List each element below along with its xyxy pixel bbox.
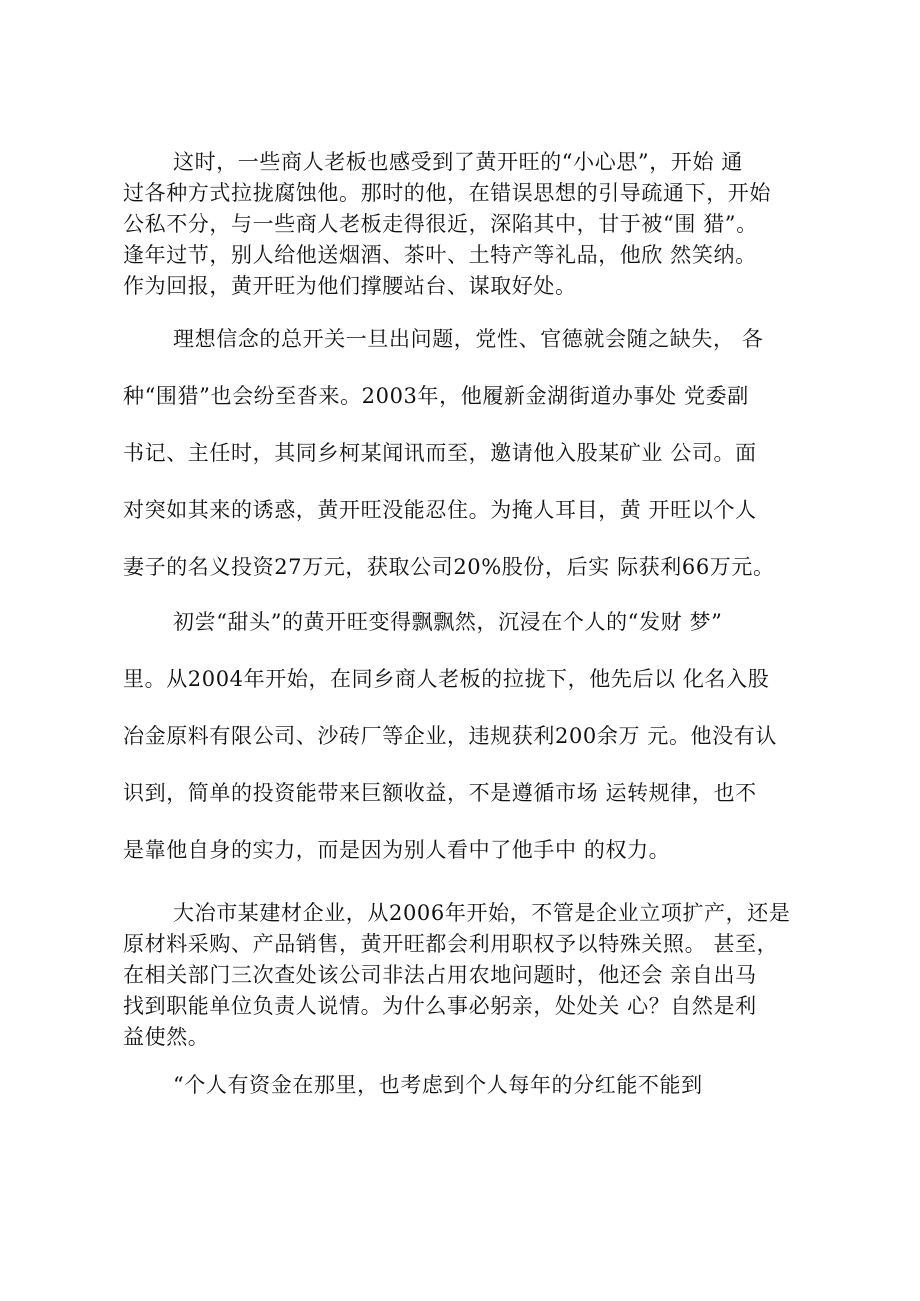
paragraph-3 (123, 603, 813, 888)
paragraph-4-line-2: 原材料采购、产品销售，黄开旺都会利用职权予以特殊关照。 甚至， (123, 932, 779, 956)
paragraph-4-line-3: 在相关部门三次查处该公司非法占用农地问题时，他还会 亲自出马 (123, 963, 757, 987)
paragraph-4-line-4: 找到职能单位负责人说情。为什么事必躬亲，处处关 心？自然是利 (123, 994, 757, 1018)
paragraph-1-line-1: 这时，一些商人老板也感受到了黄开旺的“小心思”，开始 通 (173, 150, 743, 174)
paragraph-5-line-1: “个人有资金在那里，也考虑到个人每年的分红能不能到 (173, 1073, 703, 1097)
paragraph-4-line-1: 大冶市某建材企业，从2006年开始，不管是企业立项扩产，还是 (173, 901, 791, 925)
paragraph-1-line-5: 作为回报，黄开旺为他们撑腰站台、谋取好处。 (123, 274, 577, 298)
paragraph-2-line-3: 书记、主任时，其同乡柯某闻讯而至，邀请他入股某矿业 公司。面 (123, 441, 757, 465)
paragraph-3-line-5: 是靠他自身的实力，而是因为别人看中了他手中 的权力。 (123, 838, 671, 862)
paragraph-5 (123, 1070, 813, 1101)
paragraph-2-line-4: 对突如其来的诱惑，黄开旺没能忍住。为掩人耳目，黄 开旺以个人 (123, 498, 757, 522)
paragraph-1-line-3: 公私不分，与一些商人老板走得很近，深陷其中，甘于被“围 猎”。 (123, 212, 758, 236)
paragraph-1-line-2: 过各种方式拉拢腐蚀他。那时的他，在错误思想的引导疏通下，开始 (123, 181, 771, 205)
paragraph-3-line-2: 里。从2004年开始，在同乡商人老板的拉拢下，他先后以 化名入股 (123, 667, 770, 691)
paragraph-3-line-1: 初尝“甜头”的黄开旺变得飘飘然，沉浸在个人的“发财 梦” (173, 610, 723, 634)
paragraph-2 (123, 320, 813, 605)
paragraph-3-line-3: 冶金原料有限公司、沙砖厂等企业，违规获利200余万 元。他没有认 (123, 724, 777, 748)
paragraph-4-line-5: 益使然。 (123, 1025, 210, 1049)
paragraph-2-line-5: 妻子的名义投资27万元，获取公司20%股份，后实 际获利66万元。 (123, 555, 775, 579)
paragraph-4 (123, 898, 813, 1053)
paragraph-1-line-4: 逢年过节，别人给他送烟酒、茶叶、土特产等礼品，他欣 然笑纳。 (123, 243, 757, 267)
paragraph-2-line-2: 种“围猎”也会纷至沓来。2003年，他履新金湖街道办事处 党委副 (123, 384, 749, 408)
paragraph-1 (123, 147, 813, 302)
paragraph-3-line-4: 识到，简单的投资能带来巨额收益，不是遵循市场 运转规律，也不 (123, 781, 757, 805)
paragraph-2-line-1: 理想信念的总开关一旦出问题，党性、官德就会随之缺失， 各 (173, 327, 764, 351)
